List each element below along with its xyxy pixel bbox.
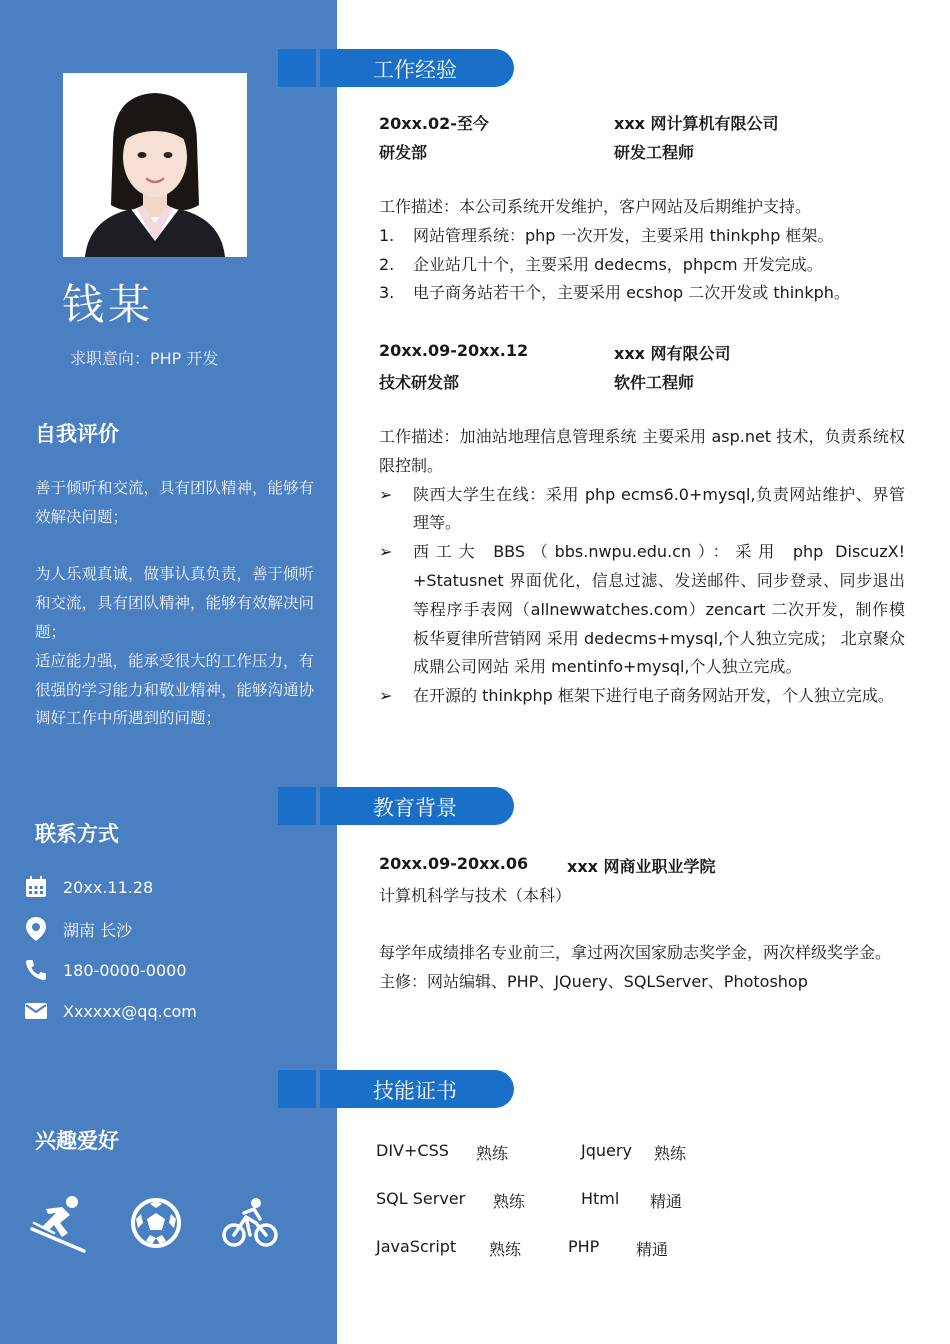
job2-description (379, 423, 905, 711)
job2-dept: 技术研发部 (379, 373, 460, 392)
birthday-text: 20xx.11.28 (63, 877, 154, 897)
header-square (278, 1070, 316, 1108)
skill-name: JavaScript (376, 1237, 457, 1256)
contact-email (22, 997, 197, 1025)
job2-desc-text: 工作描述：加油站地理信息管理系统 主要采用 asp.net 技术，负责系统权限控制。 (379, 427, 905, 475)
job1-description (379, 193, 905, 308)
skill-level: 熟练 (476, 1144, 509, 1163)
skill-level: 精通 (636, 1240, 669, 1259)
header-square (278, 49, 316, 87)
self-eval-paragraph: 善于倾听和交流，具有团队精神，能够有效解决问题； (35, 479, 315, 526)
job1-desc-text: 工作描述：本公司系统开发维护，客户网站及后期维护支持。 (379, 197, 812, 216)
job-intent: 求职意向：PHP 开发 (70, 349, 219, 368)
header-pill (320, 787, 514, 825)
skill-name: Html (581, 1189, 620, 1208)
work-title: 工作经验 (373, 58, 457, 82)
header-pill (320, 49, 514, 87)
job1-period: 20xx.02-至今 (379, 114, 489, 133)
skiing-icon (28, 1193, 88, 1253)
self-eval-paragraph: 适应能力强，能承受很大的工作压力，有很强的学习能力和敬业精神，能够沟通协调好工作中所遇到的问题； (35, 651, 315, 728)
soccer-ball-icon (126, 1193, 186, 1253)
skill-name: SQL Server (376, 1189, 466, 1208)
skill-name: Jquery (581, 1141, 632, 1160)
list-item: 1. 网站管理系统：php 一次开发，主要采用 thinkphp 框架。 (379, 225, 834, 245)
sidebar (0, 0, 337, 1344)
self-eval-title: 自我评价 (35, 422, 119, 446)
job2-company: xxx 网有限公司 (614, 344, 731, 363)
phone-icon (22, 956, 50, 984)
self-eval-text (35, 474, 320, 733)
skill-level: 熟练 (493, 1192, 526, 1211)
location-text: 湖南 长沙 (63, 920, 133, 940)
edu-major: 计算机科学与技术（本科） (379, 886, 572, 905)
location-pin-icon (22, 915, 50, 943)
skill-name: PHP (568, 1237, 600, 1256)
phone-text: 180-0000-0000 (63, 960, 187, 980)
education-title: 教育背景 (373, 796, 457, 820)
contact-phone (22, 956, 187, 984)
edu-period: 20xx.09-20xx.06 (379, 854, 529, 873)
list-item: 2. 企业站几十个，主要采用 dedecms，phpcm 开发完成。 (379, 254, 823, 274)
list-item: ➢ 在开源的 thinkphp 框架下进行电子商务网站开发，个人独立完成。 (379, 686, 894, 706)
skill-level: 熟练 (489, 1240, 522, 1259)
hobby-title: 兴趣爱好 (35, 1129, 119, 1153)
skills-title: 技能证书 (373, 1079, 457, 1103)
skill-name: DIV+CSS (376, 1141, 449, 1160)
job2-role: 软件工程师 (614, 373, 695, 392)
edu-honors: 每学年成绩排名专业前三，拿过两次国家励志奖学金，两次样级奖学金。 (379, 943, 892, 962)
edu-school: xxx 网商业职业学院 (567, 857, 716, 876)
list-item: ➢ 西工大 BBS（bbs.nwpu.edu.cn）：采用 php DiscuzX! +Statusnet 界面优化，信息过滤、发送邮件、同步登录、同步退出等程序手表网（allnewwatches.com）zencart 二次开发，制作模板华夏律所营销网 采用 dedecms+mysql,个人独立完成； 北京聚众成鼎公司网站 采用 mentinfo+mysql,个人独立完成。 (379, 542, 905, 677)
contact-birthday (22, 873, 153, 901)
candidate-name: 钱某 (62, 280, 155, 329)
self-eval-paragraph: 为人乐观真诚，做事认真负责，善于倾听和交流，具有团队精神，能够有效解决问题； (35, 565, 315, 641)
cycling-icon (220, 1193, 280, 1253)
list-item: 3. 电子商务站若干个，主要采用 ecshop 二次开发或 thinkph。 (379, 283, 850, 303)
contact-location (22, 915, 132, 943)
list-item: ➢ 陕西大学生在线：采用 php ecms6.0+mysql,负责网站维护、界管理等。 (379, 484, 905, 533)
calendar-icon (22, 873, 50, 901)
email-text: Xxxxxx@qq.com (63, 1001, 197, 1021)
header-pill (320, 1070, 514, 1108)
job1-dept: 研发部 (379, 143, 428, 162)
skill-level: 熟练 (654, 1144, 687, 1163)
edu-courses: 主修：网站编辑、PHP、JQuery、SQLServer、Photoshop (379, 972, 808, 991)
job1-role: 研发工程师 (614, 143, 695, 162)
contact-title: 联系方式 (35, 822, 119, 846)
header-square (278, 787, 316, 825)
profile-photo (63, 73, 247, 257)
mail-icon (22, 997, 50, 1025)
job1-company: xxx 网计算机有限公司 (614, 114, 779, 133)
job2-period: 20xx.09-20xx.12 (379, 341, 529, 360)
skill-level: 精通 (650, 1192, 683, 1211)
